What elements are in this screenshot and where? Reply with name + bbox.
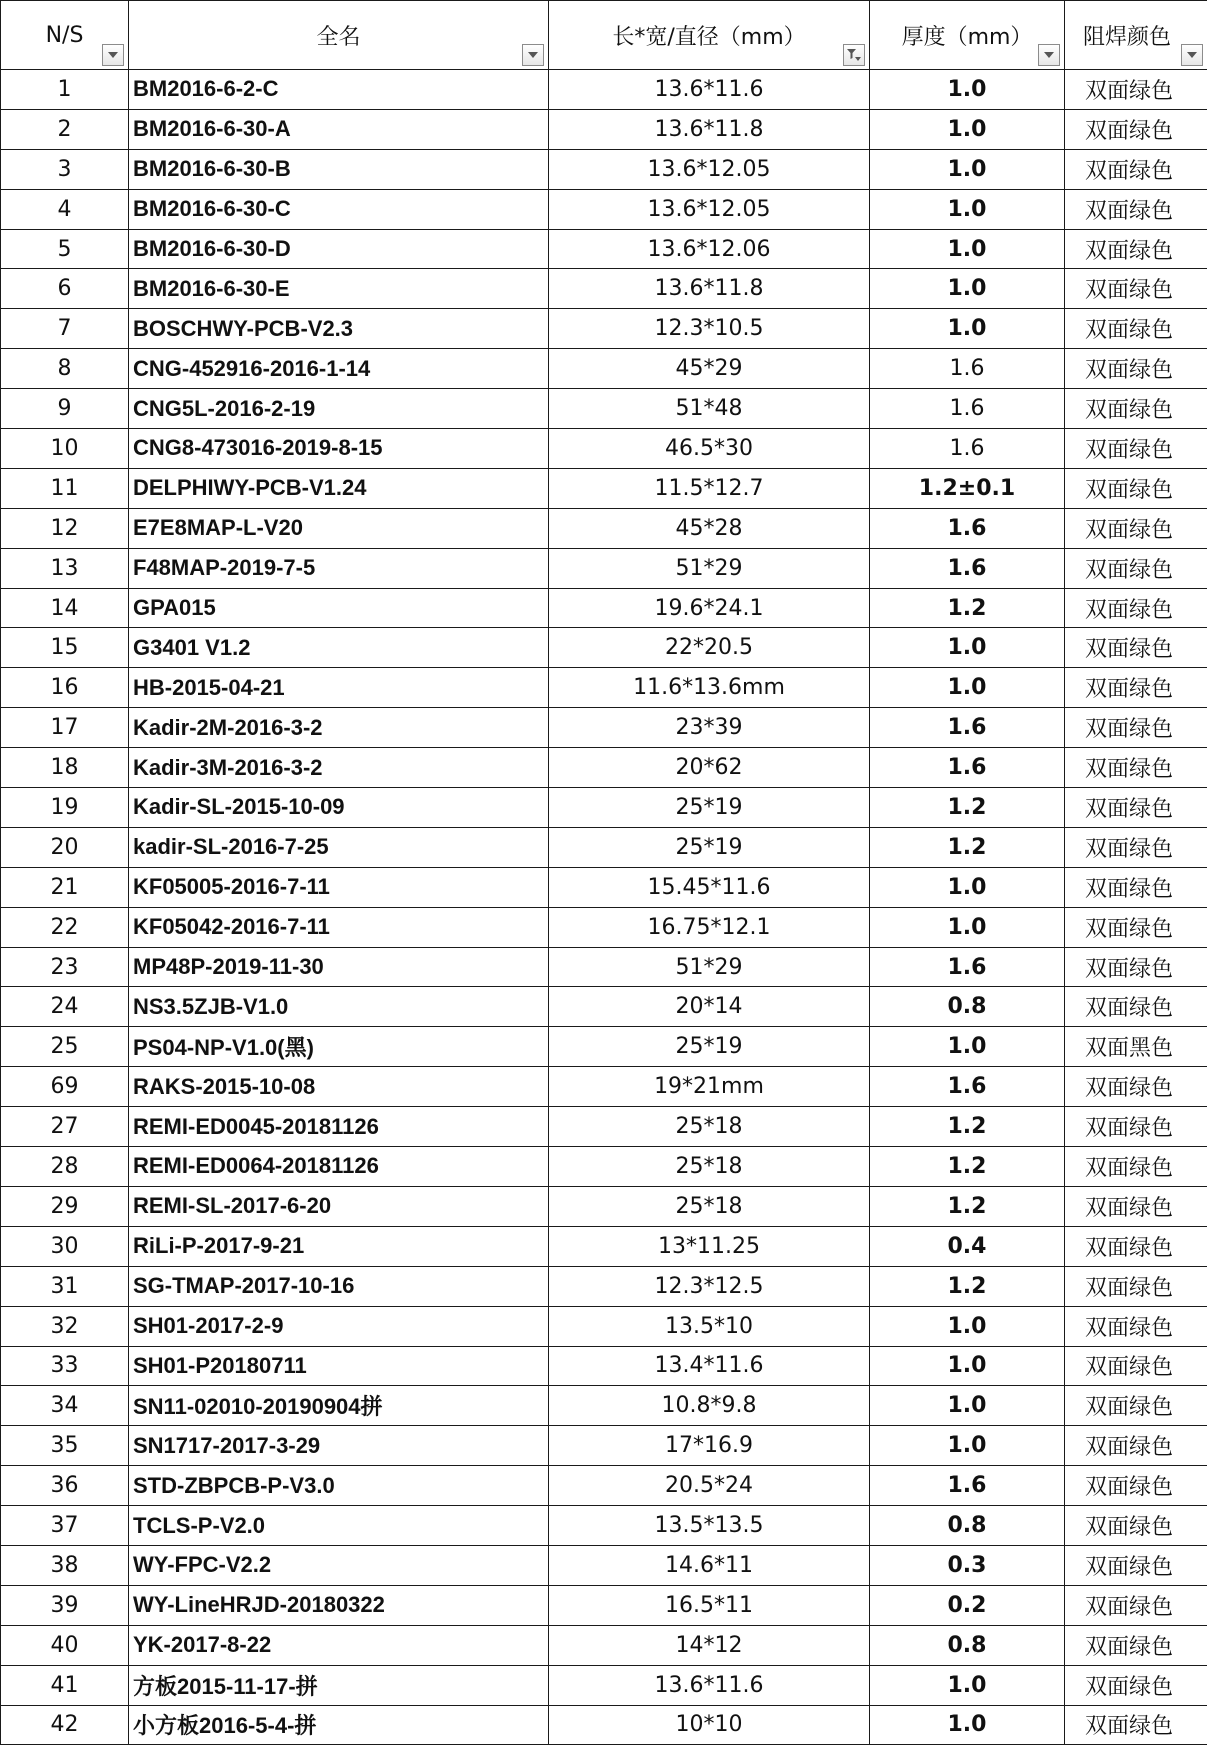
cell-name[interactable]: NS3.5ZJB-V1.0 [129, 987, 549, 1027]
cell-thickness[interactable]: 1.2 [870, 788, 1065, 828]
cell-size[interactable]: 13.6*12.06 [549, 229, 870, 269]
cell-thickness[interactable]: 1.0 [870, 1426, 1065, 1466]
table-row [1, 1625, 1207, 1665]
cell-size[interactable]: 25*18 [549, 1186, 870, 1226]
cell-ns[interactable]: 12 [1, 508, 129, 548]
table-row [1, 309, 1207, 349]
cell-ns[interactable]: 15 [1, 628, 129, 668]
cell-thickness[interactable]: 1.2 [870, 827, 1065, 867]
cell-thickness[interactable]: 1.0 [870, 907, 1065, 947]
cell-ns[interactable]: 30 [1, 1226, 129, 1266]
cell-thickness[interactable]: 1.2 [870, 588, 1065, 628]
cell-size[interactable]: 12.3*10.5 [549, 309, 870, 349]
cell-color[interactable]: 双面绿色 [1065, 1506, 1207, 1546]
cell-name[interactable]: YK-2017-8-22 [129, 1625, 549, 1665]
column-header-thickness[interactable] [870, 1, 1065, 70]
cell-name[interactable]: RiLi-P-2017-9-21 [129, 1226, 549, 1266]
cell-color[interactable]: 双面绿色 [1065, 468, 1207, 508]
cell-thickness[interactable]: 1.0 [870, 70, 1065, 110]
cell-ns[interactable]: 32 [1, 1306, 129, 1346]
filter-active-icon[interactable] [843, 44, 865, 66]
table-row [1, 1266, 1207, 1306]
cell-size[interactable]: 22*20.5 [549, 628, 870, 668]
cell-color[interactable]: 双面绿色 [1065, 827, 1207, 867]
cell-name[interactable]: BOSCHWY-PCB-V2.3 [129, 309, 549, 349]
cell-ns[interactable]: 33 [1, 1346, 129, 1386]
table-row [1, 1067, 1207, 1107]
table-row [1, 987, 1207, 1027]
cell-name[interactable]: REMI-ED0045-20181126 [129, 1107, 549, 1147]
cell-color[interactable]: 双面绿色 [1065, 548, 1207, 588]
cell-color[interactable]: 双面绿色 [1065, 1665, 1207, 1705]
cell-color[interactable]: 双面绿色 [1065, 987, 1207, 1027]
table-row [1, 1545, 1207, 1585]
header-row [1, 1, 1207, 70]
cell-name[interactable]: REMI-ED0064-20181126 [129, 1147, 549, 1187]
cell-size[interactable]: 20*14 [549, 987, 870, 1027]
cell-size[interactable]: 14.6*11 [549, 1545, 870, 1585]
table-row [1, 628, 1207, 668]
table-row [1, 109, 1207, 149]
cell-name[interactable]: GPA015 [129, 588, 549, 628]
cell-ns[interactable]: 1 [1, 70, 129, 110]
cell-ns[interactable]: 27 [1, 1107, 129, 1147]
cell-ns[interactable]: 39 [1, 1585, 129, 1625]
cell-color[interactable]: 双面绿色 [1065, 1147, 1207, 1187]
cell-size[interactable]: 11.5*12.7 [549, 468, 870, 508]
cell-color[interactable]: 双面绿色 [1065, 748, 1207, 788]
table-row [1, 468, 1207, 508]
cell-thickness[interactable]: 1.6 [870, 947, 1065, 987]
dropdown-arrow-icon[interactable] [522, 44, 544, 66]
cell-ns[interactable]: 8 [1, 349, 129, 389]
table-row [1, 1705, 1207, 1745]
cell-color[interactable]: 双面绿色 [1065, 149, 1207, 189]
column-header-color[interactable] [1065, 1, 1207, 70]
cell-name[interactable]: PS04-NP-V1.0(黑) [129, 1027, 549, 1067]
cell-thickness[interactable]: 1.6 [870, 349, 1065, 389]
cell-size[interactable]: 25*18 [549, 1107, 870, 1147]
table-row [1, 149, 1207, 189]
cell-ns[interactable]: 23 [1, 947, 129, 987]
cell-ns[interactable]: 9 [1, 389, 129, 429]
cell-name[interactable]: MP48P-2019-11-30 [129, 947, 549, 987]
cell-thickness[interactable]: 1.0 [870, 1306, 1065, 1346]
cell-color[interactable]: 双面绿色 [1065, 309, 1207, 349]
table-row [1, 1027, 1207, 1067]
cell-name[interactable]: CNG5L-2016-2-19 [129, 389, 549, 429]
table-row [1, 1226, 1207, 1266]
cell-color[interactable]: 双面绿色 [1065, 429, 1207, 469]
cell-size[interactable]: 46.5*30 [549, 429, 870, 469]
cell-name[interactable]: REMI-SL-2017-6-20 [129, 1186, 549, 1226]
cell-thickness[interactable]: 0.3 [870, 1545, 1065, 1585]
table-row [1, 389, 1207, 429]
cell-color[interactable]: 双面绿色 [1065, 867, 1207, 907]
table-row [1, 907, 1207, 947]
cell-name[interactable]: E7E8MAP-L-V20 [129, 508, 549, 548]
cell-color[interactable]: 双面绿色 [1065, 349, 1207, 389]
cell-color[interactable]: 双面绿色 [1065, 109, 1207, 149]
table-body [1, 70, 1207, 1745]
cell-ns[interactable]: 28 [1, 1147, 129, 1187]
cell-ns[interactable]: 19 [1, 788, 129, 828]
cell-thickness[interactable]: 1.0 [870, 1386, 1065, 1426]
cell-ns[interactable]: 37 [1, 1506, 129, 1546]
cell-color[interactable]: 双面绿色 [1065, 1306, 1207, 1346]
table-row [1, 827, 1207, 867]
cell-ns[interactable]: 18 [1, 748, 129, 788]
cell-size[interactable]: 10*10 [549, 1705, 870, 1745]
cell-color[interactable]: 双面绿色 [1065, 1266, 1207, 1306]
cell-name[interactable]: SH01-P20180711 [129, 1346, 549, 1386]
cell-name[interactable]: F48MAP-2019-7-5 [129, 548, 549, 588]
cell-ns[interactable]: 21 [1, 867, 129, 907]
table-row [1, 588, 1207, 628]
cell-size[interactable]: 13.6*11.6 [549, 70, 870, 110]
cell-color[interactable]: 双面绿色 [1065, 389, 1207, 429]
cell-name[interactable]: SH01-2017-2-9 [129, 1306, 549, 1346]
cell-size[interactable]: 25*19 [549, 1027, 870, 1067]
column-header-label: 长*宽/直径（mm） [612, 24, 806, 50]
cell-color[interactable]: 双面绿色 [1065, 1705, 1207, 1745]
cell-name[interactable]: KF05005-2016-7-11 [129, 867, 549, 907]
cell-size[interactable]: 13.5*10 [549, 1306, 870, 1346]
cell-size[interactable]: 25*18 [549, 1147, 870, 1187]
column-header-label: 阻焊颜色 [1083, 24, 1172, 50]
cell-ns[interactable]: 35 [1, 1426, 129, 1466]
cell-thickness[interactable]: 1.0 [870, 1027, 1065, 1067]
cell-ns[interactable]: 10 [1, 429, 129, 469]
cell-ns[interactable]: 22 [1, 907, 129, 947]
cell-name[interactable]: KF05042-2016-7-11 [129, 907, 549, 947]
cell-size[interactable]: 10.8*9.8 [549, 1386, 870, 1426]
cell-color[interactable]: 双面绿色 [1065, 907, 1207, 947]
cell-name[interactable]: BM2016-6-30-A [129, 109, 549, 149]
cell-size[interactable]: 13.6*11.8 [549, 269, 870, 309]
cell-thickness[interactable]: 1.6 [870, 508, 1065, 548]
cell-thickness[interactable]: 1.0 [870, 628, 1065, 668]
cell-name[interactable]: TCLS-P-V2.0 [129, 1506, 549, 1546]
cell-thickness[interactable]: 1.6 [870, 548, 1065, 588]
cell-ns[interactable]: 31 [1, 1266, 129, 1306]
cell-color[interactable]: 双面绿色 [1065, 1545, 1207, 1585]
cell-color[interactable]: 双面绿色 [1065, 1226, 1207, 1266]
cell-size[interactable]: 14*12 [549, 1625, 870, 1665]
cell-thickness[interactable]: 1.0 [870, 867, 1065, 907]
cell-color[interactable]: 双面绿色 [1065, 1466, 1207, 1506]
cell-thickness[interactable]: 1.0 [870, 1346, 1065, 1386]
cell-name[interactable]: Kadir-3M-2016-3-2 [129, 748, 549, 788]
cell-ns[interactable]: 42 [1, 1705, 129, 1745]
cell-ns[interactable]: 29 [1, 1186, 129, 1226]
cell-color[interactable]: 双面绿色 [1065, 1067, 1207, 1107]
cell-thickness[interactable]: 1.6 [870, 1466, 1065, 1506]
cell-thickness[interactable]: 1.0 [870, 269, 1065, 309]
cell-size[interactable]: 51*29 [549, 947, 870, 987]
cell-thickness[interactable]: 1.0 [870, 1665, 1065, 1705]
cell-color[interactable]: 双面绿色 [1065, 1625, 1207, 1665]
cell-name[interactable]: 小方板2016-5-4-拼 [129, 1705, 549, 1745]
cell-thickness[interactable]: 1.2±0.1 [870, 468, 1065, 508]
cell-name[interactable]: BM2016-6-30-C [129, 189, 549, 229]
cell-color[interactable]: 双面绿色 [1065, 947, 1207, 987]
cell-size[interactable]: 16.75*12.1 [549, 907, 870, 947]
cell-ns[interactable]: 34 [1, 1386, 129, 1426]
cell-thickness[interactable]: 1.6 [870, 1067, 1065, 1107]
cell-thickness[interactable]: 0.2 [870, 1585, 1065, 1625]
cell-ns[interactable]: 3 [1, 149, 129, 189]
table-row [1, 1466, 1207, 1506]
cell-thickness[interactable]: 1.0 [870, 668, 1065, 708]
cell-thickness[interactable]: 1.0 [870, 149, 1065, 189]
cell-thickness[interactable]: 1.2 [870, 1266, 1065, 1306]
column-header-label: 厚度（mm） [901, 24, 1033, 50]
cell-thickness[interactable]: 1.0 [870, 309, 1065, 349]
cell-ns[interactable]: 41 [1, 1665, 129, 1705]
cell-ns[interactable]: 40 [1, 1625, 129, 1665]
cell-thickness[interactable]: 1.0 [870, 109, 1065, 149]
cell-ns[interactable]: 5 [1, 229, 129, 269]
table-row [1, 1426, 1207, 1466]
cell-color[interactable]: 双面绿色 [1065, 708, 1207, 748]
table-row [1, 1386, 1207, 1426]
cell-color[interactable]: 双面绿色 [1065, 628, 1207, 668]
cell-color[interactable]: 双面绿色 [1065, 70, 1207, 110]
cell-size[interactable]: 51*29 [549, 548, 870, 588]
table-row [1, 1585, 1207, 1625]
table-row [1, 1665, 1207, 1705]
cell-size[interactable]: 16.5*11 [549, 1585, 870, 1625]
cell-color[interactable]: 双面绿色 [1065, 668, 1207, 708]
cell-size[interactable]: 25*19 [549, 788, 870, 828]
cell-thickness[interactable]: 1.6 [870, 708, 1065, 748]
cell-size[interactable]: 25*19 [549, 827, 870, 867]
cell-size[interactable]: 20*62 [549, 748, 870, 788]
table-row [1, 1186, 1207, 1226]
cell-thickness[interactable]: 1.6 [870, 429, 1065, 469]
cell-color[interactable]: 双面黑色 [1065, 1027, 1207, 1067]
cell-size[interactable]: 13.6*12.05 [549, 189, 870, 229]
cell-name[interactable]: Kadir-SL-2015-10-09 [129, 788, 549, 828]
dropdown-arrow-icon[interactable] [1038, 44, 1060, 66]
cell-thickness[interactable]: 1.2 [870, 1107, 1065, 1147]
cell-color[interactable]: 双面绿色 [1065, 508, 1207, 548]
table-row [1, 1306, 1207, 1346]
table-row [1, 788, 1207, 828]
cell-ns[interactable]: 4 [1, 189, 129, 229]
cell-color[interactable]: 双面绿色 [1065, 189, 1207, 229]
cell-size[interactable]: 20.5*24 [549, 1466, 870, 1506]
table-row [1, 349, 1207, 389]
column-header-name[interactable] [129, 1, 549, 70]
cell-thickness[interactable]: 0.8 [870, 1506, 1065, 1546]
cell-color[interactable]: 双面绿色 [1065, 788, 1207, 828]
table-row [1, 947, 1207, 987]
cell-ns[interactable]: 16 [1, 668, 129, 708]
cell-color[interactable]: 双面绿色 [1065, 269, 1207, 309]
cell-size[interactable]: 23*39 [549, 708, 870, 748]
cell-thickness[interactable]: 0.8 [870, 987, 1065, 1027]
cell-thickness[interactable]: 1.0 [870, 1705, 1065, 1745]
table-row [1, 708, 1207, 748]
table-row [1, 748, 1207, 788]
cell-color[interactable]: 双面绿色 [1065, 1107, 1207, 1147]
cell-thickness[interactable]: 0.4 [870, 1226, 1065, 1266]
table-row [1, 189, 1207, 229]
cell-name[interactable]: SN1717-2017-3-29 [129, 1426, 549, 1466]
cell-color[interactable]: 双面绿色 [1065, 588, 1207, 628]
cell-size[interactable]: 45*28 [549, 508, 870, 548]
cell-ns[interactable]: 2 [1, 109, 129, 149]
cell-color[interactable]: 双面绿色 [1065, 229, 1207, 269]
cell-name[interactable]: STD-ZBPCB-P-V3.0 [129, 1466, 549, 1506]
dropdown-arrow-icon[interactable] [1181, 44, 1203, 66]
cell-name[interactable]: SG-TMAP-2017-10-16 [129, 1266, 549, 1306]
table-row [1, 1147, 1207, 1187]
cell-size[interactable]: 17*16.9 [549, 1426, 870, 1466]
cell-color[interactable]: 双面绿色 [1065, 1186, 1207, 1226]
cell-thickness[interactable]: 1.6 [870, 389, 1065, 429]
cell-size[interactable]: 12.3*12.5 [549, 1266, 870, 1306]
column-header-size[interactable] [549, 1, 870, 70]
table-row [1, 1107, 1207, 1147]
cell-ns[interactable]: 11 [1, 468, 129, 508]
cell-name[interactable]: BM2016-6-30-B [129, 149, 549, 189]
cell-name[interactable]: 方板2015-11-17-拼 [129, 1665, 549, 1705]
cell-name[interactable]: DELPHIWY-PCB-V1.24 [129, 468, 549, 508]
cell-name[interactable]: RAKS-2015-10-08 [129, 1067, 549, 1107]
cell-name[interactable]: BM2016-6-30-D [129, 229, 549, 269]
cell-ns[interactable]: 7 [1, 309, 129, 349]
table-row [1, 508, 1207, 548]
cell-size[interactable]: 19*21mm [549, 1067, 870, 1107]
cell-name[interactable]: G3401 V1.2 [129, 628, 549, 668]
cell-ns[interactable]: 69 [1, 1067, 129, 1107]
cell-ns[interactable]: 14 [1, 588, 129, 628]
cell-size[interactable]: 11.6*13.6mm [549, 668, 870, 708]
table-row [1, 668, 1207, 708]
cell-size[interactable]: 15.45*11.6 [549, 867, 870, 907]
table-row [1, 548, 1207, 588]
cell-size[interactable]: 13.6*11.6 [549, 1665, 870, 1705]
table-row [1, 229, 1207, 269]
cell-color[interactable]: 双面绿色 [1065, 1585, 1207, 1625]
cell-size[interactable]: 13.6*12.05 [549, 149, 870, 189]
cell-ns[interactable]: 25 [1, 1027, 129, 1067]
cell-size[interactable]: 13.6*11.8 [549, 109, 870, 149]
cell-ns[interactable]: 36 [1, 1466, 129, 1506]
table-row [1, 70, 1207, 110]
cell-name[interactable]: Kadir-2M-2016-3-2 [129, 708, 549, 748]
cell-thickness[interactable]: 1.0 [870, 189, 1065, 229]
table-row [1, 1506, 1207, 1546]
cell-name[interactable]: BM2016-6-2-C [129, 70, 549, 110]
cell-name[interactable]: HB-2015-04-21 [129, 668, 549, 708]
column-header-label: 全名 [316, 24, 361, 50]
cell-ns[interactable]: 24 [1, 987, 129, 1027]
cell-color[interactable]: 双面绿色 [1065, 1346, 1207, 1386]
cell-ns[interactable]: 6 [1, 269, 129, 309]
cell-thickness[interactable]: 0.8 [870, 1625, 1065, 1665]
dropdown-arrow-icon[interactable] [102, 44, 124, 66]
cell-name[interactable]: SN11-02010-20190904拼 [129, 1386, 549, 1426]
cell-ns[interactable]: 13 [1, 548, 129, 588]
cell-size[interactable]: 13.5*13.5 [549, 1506, 870, 1546]
cell-ns[interactable]: 20 [1, 827, 129, 867]
cell-size[interactable]: 51*48 [549, 389, 870, 429]
table-row [1, 1346, 1207, 1386]
cell-thickness[interactable]: 1.2 [870, 1147, 1065, 1187]
cell-name[interactable]: BM2016-6-30-E [129, 269, 549, 309]
cell-thickness[interactable]: 1.0 [870, 229, 1065, 269]
column-header-label: N/S [45, 22, 84, 48]
cell-thickness[interactable]: 1.2 [870, 1186, 1065, 1226]
cell-color[interactable]: 双面绿色 [1065, 1426, 1207, 1466]
cell-thickness[interactable]: 1.6 [870, 748, 1065, 788]
cell-name[interactable]: WY-LineHRJD-20180322 [129, 1585, 549, 1625]
table-row [1, 867, 1207, 907]
cell-ns[interactable]: 17 [1, 708, 129, 748]
cell-name[interactable]: kadir-SL-2016-7-25 [129, 827, 549, 867]
column-header-ns[interactable] [1, 1, 129, 70]
cell-name[interactable]: CNG8-473016-2019-8-15 [129, 429, 549, 469]
table-row [1, 429, 1207, 469]
table-row [1, 269, 1207, 309]
cell-name[interactable]: WY-FPC-V2.2 [129, 1545, 549, 1585]
cell-size[interactable]: 45*29 [549, 349, 870, 389]
cell-color[interactable]: 双面绿色 [1065, 1386, 1207, 1426]
cell-size[interactable]: 19.6*24.1 [549, 588, 870, 628]
cell-ns[interactable]: 38 [1, 1545, 129, 1585]
cell-size[interactable]: 13*11.25 [549, 1226, 870, 1266]
cell-size[interactable]: 13.4*11.6 [549, 1346, 870, 1386]
cell-name[interactable]: CNG-452916-2016-1-14 [129, 349, 549, 389]
